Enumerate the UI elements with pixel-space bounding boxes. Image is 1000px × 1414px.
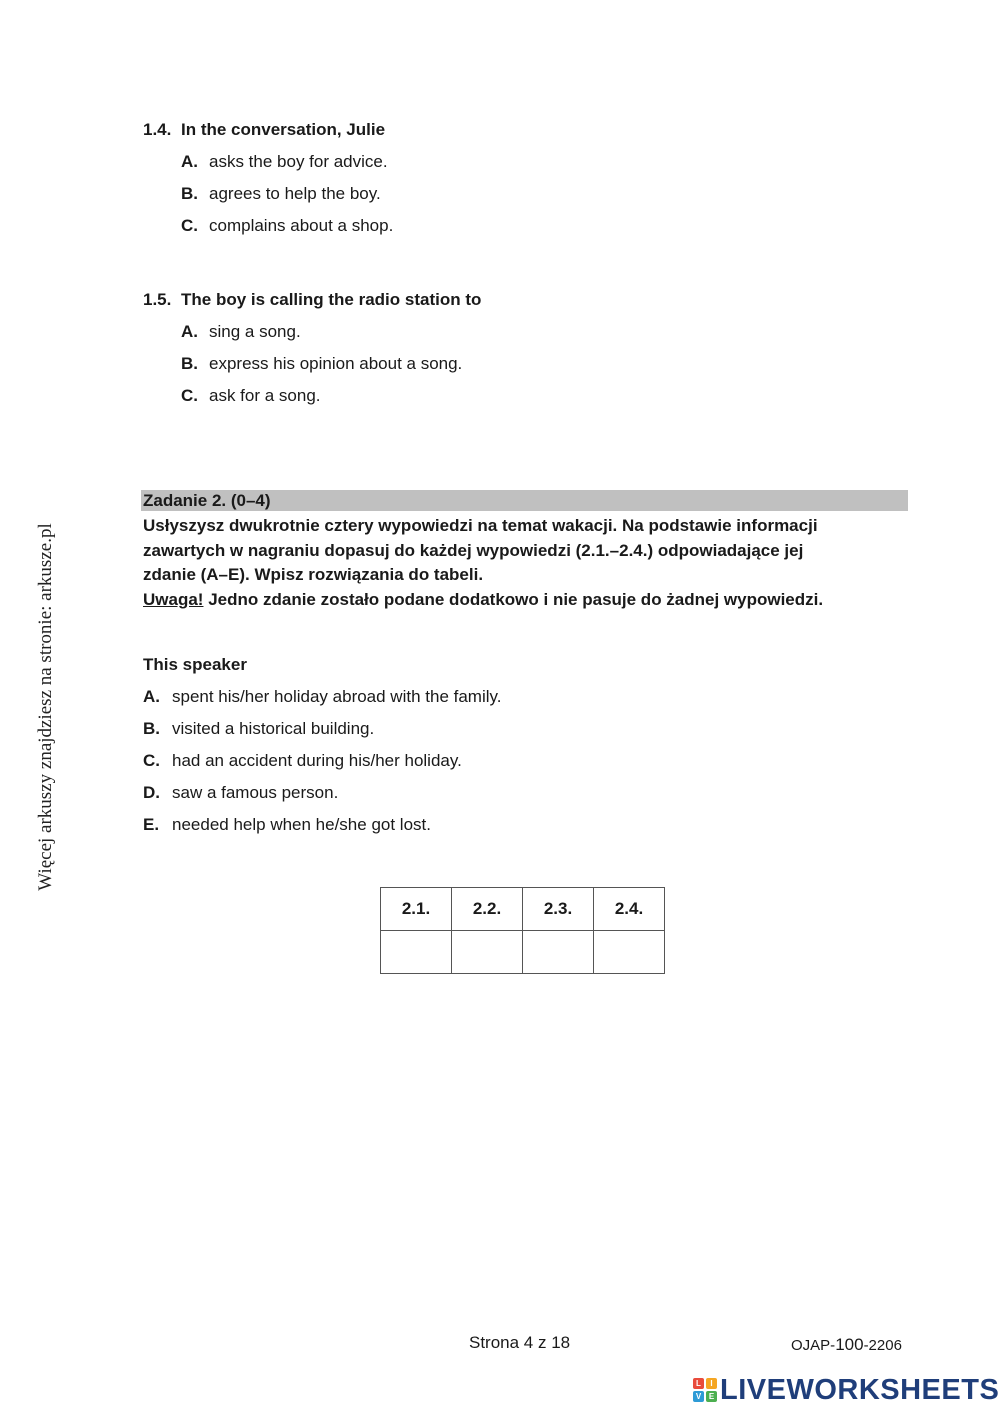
option-text: spent his/her holiday abroad with the family. <box>172 687 502 706</box>
question-1-4-number: 1.4. <box>143 120 172 139</box>
question-1-4-option-b[interactable] <box>181 184 381 204</box>
option-text: agrees to help the boy. <box>209 184 381 203</box>
option-letter: A. <box>143 687 160 706</box>
task-2-instructions <box>143 514 913 612</box>
task-2-option-b <box>143 719 374 739</box>
answer-cell-2-4[interactable] <box>594 931 665 974</box>
option-text: asks the boy for advice. <box>209 152 388 171</box>
option-letter: B. <box>143 719 160 738</box>
option-letter: B. <box>181 184 198 203</box>
answer-table-input-row <box>381 931 665 974</box>
instruction-note <box>143 588 913 613</box>
answer-cell-2-3[interactable] <box>523 931 594 974</box>
answer-table-header-row <box>381 888 665 931</box>
answer-cell-2-2[interactable] <box>452 931 523 974</box>
logo-mark-tile: L <box>693 1378 704 1389</box>
option-letter: A. <box>181 152 198 171</box>
instruction-line: zdanie (A–E). Wpisz rozwiązania do tabeli. <box>143 565 484 584</box>
note-text: Jedno zdanie zostało podane dodatkowo i nie pasuje do żadnej wypowiedzi. <box>203 589 824 609</box>
side-watermark: Więcej arkuszy znajdziesz na stronie: arkusze.pl <box>35 523 56 891</box>
answer-table <box>380 887 665 974</box>
liveworksheets-logo[interactable] <box>693 1375 999 1405</box>
option-text: sing a song. <box>209 322 301 341</box>
option-letter: C. <box>181 216 198 235</box>
option-text: visited a historical building. <box>172 719 375 738</box>
instruction-line: Usłyszysz dwukrotnie cztery wypowiedzi na temat wakacji. Na podstawie informacji <box>143 516 818 535</box>
option-letter: D. <box>143 783 160 802</box>
option-text: express his opinion about a song. <box>209 354 463 373</box>
page-number: Strona 4 z 18 <box>469 1333 571 1352</box>
option-text: complains about a shop. <box>209 216 394 235</box>
question-1-5-number: 1.5. <box>143 290 172 309</box>
answer-header-2-1: 2.1. <box>381 888 452 931</box>
answer-cell-2-1[interactable] <box>381 931 452 974</box>
answer-header-2-4: 2.4. <box>594 888 665 931</box>
logo-mark-icon <box>693 1378 717 1402</box>
answer-header-2-2: 2.2. <box>452 888 523 931</box>
question-1-5-option-a[interactable] <box>181 322 301 342</box>
question-1-5-text: The boy is calling the radio station to <box>181 290 482 309</box>
exam-code-prefix: OJAP- <box>791 1337 836 1354</box>
logo-mark-tile: I <box>706 1378 717 1389</box>
question-1-4-option-c[interactable] <box>181 216 393 236</box>
option-text: had an accident during his/her holiday. <box>172 751 462 770</box>
option-letter: C. <box>181 386 198 405</box>
task-2-option-e <box>143 815 431 835</box>
option-text: needed help when he/she got lost. <box>172 815 431 834</box>
option-text: ask for a song. <box>209 386 321 405</box>
answer-header-2-3: 2.3. <box>523 888 594 931</box>
exam-code-mid: 100 <box>835 1335 864 1354</box>
task-2-option-a <box>143 687 501 707</box>
task-2-title: Zadanie 2. (0–4) <box>143 491 271 510</box>
question-1-5-option-c[interactable] <box>181 386 321 406</box>
logo-mark-tile: E <box>706 1391 717 1402</box>
task-2-option-c <box>143 751 462 771</box>
logo-text: LIVEWORKSHEETS <box>720 1374 1000 1406</box>
question-1-4-option-a[interactable] <box>181 152 388 172</box>
instruction-line: zawartych w nagraniu dopasuj do każdej wypowiedzi (2.1.–2.4.) odpowiadające jej <box>143 540 804 560</box>
task-2-stem: This speaker <box>143 655 247 674</box>
option-letter: C. <box>143 751 160 770</box>
exam-code-suffix: -2206 <box>863 1337 902 1354</box>
question-1-5-option-b[interactable] <box>181 354 462 374</box>
option-letter: E. <box>143 815 160 834</box>
question-1-4-text: In the conversation, Julie <box>181 120 386 139</box>
option-letter: B. <box>181 354 198 373</box>
exam-code <box>791 1335 902 1355</box>
option-letter: A. <box>181 322 198 341</box>
task-2-option-d <box>143 783 338 803</box>
logo-mark-tile: V <box>693 1391 704 1402</box>
note-label: Uwaga! <box>143 589 204 609</box>
option-text: saw a famous person. <box>172 783 339 802</box>
